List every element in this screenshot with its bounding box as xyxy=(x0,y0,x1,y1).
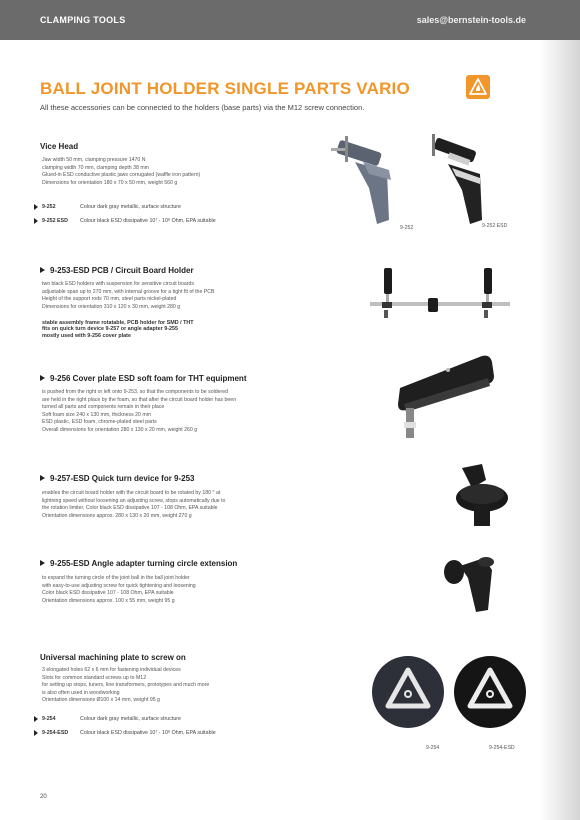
vice-head-black-esd-image xyxy=(418,128,508,228)
category-label: CLAMPING TOOLS xyxy=(40,15,126,25)
machining-plate-grey-image xyxy=(370,654,446,730)
pcb-holder-heading: 9-253-ESD PCB / Circuit Board Holder xyxy=(40,266,194,275)
cover-plate-description: is pushed from the right or left onto 9-253, so that the components to be soldered are held in the right place by the foam, so that after the circuit board holder has been turned all parts and components remain in their place Soft foam size 240 x 130 mm, thickness 20 mm ESD plastic, ESD foam, chrome-plated steel parts Overall dimensions for orientation 280 x 130 x 20 mm, weight 260 g xyxy=(42,389,237,433)
angle-adapter-description: to expand the turning circle of the joint ball in the ball joint holder with easy-to-use adjusting screw for quick tightening and loosening Color black ESD dissipative 107 - 108 Ohm, EPA suitable Orientation dimensions approx. 100 x 55 mm, weight 95 g xyxy=(42,575,196,604)
caption-9-254: 9-254 xyxy=(426,745,440,751)
pcb-holder-description: two black ESD holders with suspension for sensitive circuit boards adjustable span up to 270 mm, with internal groove for a tight fit of the PCB Height of the support rods 70 mm, steel parts nickel-plated Dimensions for orientation 310 x 120 x 30 mm, weight 280 g xyxy=(42,281,215,310)
contact-email[interactable]: sales@bernstein-tools.de xyxy=(416,15,526,25)
caption-9-252: 9-252 xyxy=(400,225,414,231)
machining-plate-description: 3 elongated holes 62 x 6 mm for fastening individual devices Slots for common standard screws up to M12 for setting up stops, tuners, line transformers, prototypes and much more is also often used in woodworking Orientation dimensions Ø100 x 14 mm, weight 95 g xyxy=(42,667,210,704)
caption-9-252-esd: 9-252 ESD xyxy=(482,223,508,229)
esd-warning-icon xyxy=(466,75,490,99)
vice-head-description: Jaw width 50 mm, clamping pressure 1470 N clamping width 70 mm, clamping depth 38 mm Glued-in ESD conductive plastic jaws corrugated (waffle iron pattern) Dimensions for orientation 180 x 70 x 50 mm, weight 560 g xyxy=(42,157,201,186)
intro-text: All these accessories can be connected to the holders (base parts) via the M12 screw connection. xyxy=(40,103,365,112)
cover-plate-image xyxy=(390,348,510,443)
quick-turn-heading: 9-257-ESD Quick turn device for 9-253 xyxy=(40,474,195,483)
machining-plate-heading: Universal machining plate to screw on xyxy=(40,653,186,662)
page-number: 20 xyxy=(40,794,47,800)
quick-turn-device-image xyxy=(448,462,518,534)
cover-plate-heading: 9-256 Cover plate ESD soft foam for THT equipment xyxy=(40,374,246,383)
angle-adapter-heading: 9-255-ESD Angle adapter turning circle extension xyxy=(40,559,237,568)
vice-head-heading: Vice Head xyxy=(40,142,79,151)
quick-turn-description: enables the circuit board holder with the circuit board to be rotated by 180 ° at lightning speed without loosening an adjusting screw, stops automatically due to the rotation limiter, Color black ESD dissipative 107 - 108 Ohm, EPA suitable Orientation dimensions approx. 280 x 130 x 20 mm, weight 270 g xyxy=(42,490,226,519)
angle-adapter-image xyxy=(432,548,502,618)
header-bar xyxy=(0,0,580,40)
pcb-holder-note: stable assembly frame rotatable, PCB holder for SMD / THT fits on quick turn device 9-257 or angle adapter 9-255 mostly used with 9-256 cover plate xyxy=(42,320,194,339)
caption-9-254-esd: 9-254-ESD xyxy=(489,745,515,751)
page-title: BALL JOINT HOLDER SINGLE PARTS VARIO xyxy=(40,79,410,98)
pcb-holder-image xyxy=(366,264,516,324)
machining-plate-black-esd-image xyxy=(452,654,528,730)
vice-head-grey-image xyxy=(325,128,415,228)
page-edge-shadow xyxy=(540,0,580,820)
